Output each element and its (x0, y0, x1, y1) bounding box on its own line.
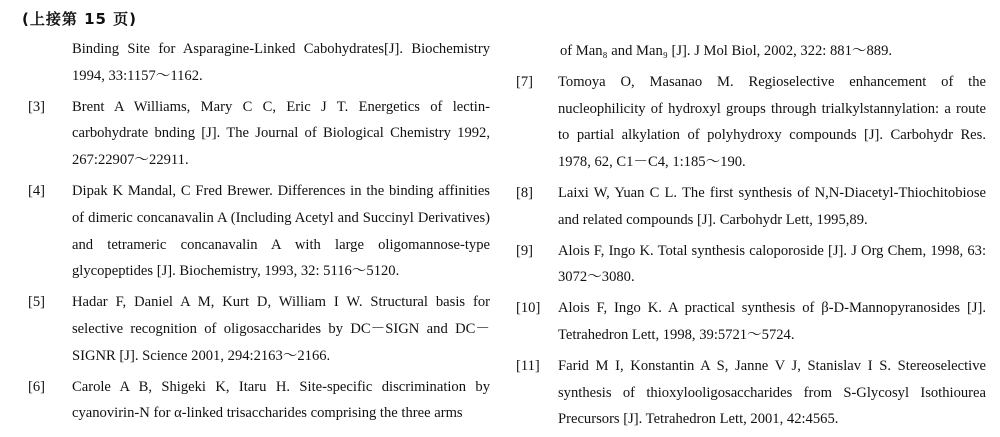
reference-number: [4] (28, 182, 46, 199)
reference-number: [8] (516, 184, 534, 201)
reference-text: Alois F, Ingo K. A practical synthesis of β-D-Mannopyranosides [J]. Tetrahedron Lett, 1998, 39:5721～5724. (558, 300, 986, 343)
reference-text: Laixi W, Yuan C L. The first synthesis of N,N-Diacetyl-Thiochitobiose and related compounds [J]. Carbohydr Lett, 1995,89. (558, 184, 986, 228)
reference-text: Hadar F, Daniel A M, Kurt D, William I W. Structural basis for selective recognition of oligosaccharides by DC－SIGN and DC－SIGNR [J]. Science 2001, 294:2163～2166. (72, 294, 490, 364)
right-column (516, 38, 986, 437)
reference-item (516, 38, 986, 65)
reference-item (28, 94, 490, 174)
reference-number: [7] (516, 73, 534, 90)
reference-item (516, 353, 986, 433)
continuation-header: (上接第 15 页) (22, 10, 138, 28)
reference-text: Brent A Williams, Mary C C, Eric J T. Energetics of lectin-carbohydrate bnding [J]. The Journal of Biological Chemistry 1992, 267:22907～22911. (72, 98, 490, 169)
reference-number: [6] (28, 378, 46, 395)
reference-item (516, 180, 986, 234)
reference-item (28, 374, 490, 428)
reference-item (28, 178, 490, 285)
reference-number: [9] (516, 242, 534, 259)
reference-item (516, 238, 986, 292)
reference-item (28, 36, 490, 90)
reference-text: Carole A B, Shigeki K, Itaru H. Site-specific discrimination by cyanovirin-N for α-linked trisaccharides comprising the three arms (72, 378, 490, 422)
reference-number: [5] (28, 294, 46, 311)
reference-number: [3] (28, 98, 46, 115)
reference-item (28, 289, 490, 369)
reference-number: [10] (516, 300, 541, 317)
reference-item (516, 69, 986, 176)
reference-text: Dipak K Mandal, C Fred Brewer. Differences in the binding affinities of dimeric concanavalin A (Including Acetyl and Succinyl Derivatives) and tetrameric concanavalin A with large oligomannose-type glycopeptides [J]. Biochemistry, 1993, 32: 5116～5120. (72, 182, 490, 280)
reference-text: Tomoya O, Masanao M. Regioselective enhancement of the nucleophilicity of hydroxyl groups through trialkylstannylation: a route to partial alkylation of polyhydroxy compounds [J]. Carbohydr Res. 1978, 62, C1－C4, 1:185～190. (558, 73, 986, 171)
reference-text: Farid M I, Konstantin A S, Janne V J, Stanislav I S. Stereoselective synthesis of thioxylooligosaccharides from S-Glycosyl Isothiourea Precursors [J]. Tetrahedron Lett, 2001, 42:4565. (558, 357, 986, 428)
reference-item (516, 295, 986, 349)
left-column (28, 36, 490, 431)
reference-text: Alois F, Ingo K. Total synthesis caloporoside [J]. J Org Chem, 1998, 63: 3072～3080. (558, 242, 986, 286)
reference-number: [11] (516, 357, 540, 374)
reference-text: of Man₈ and Man₉ [J]. J Mol Biol, 2002, 322: 881～889. (560, 43, 893, 59)
reference-text: Binding Site for Asparagine-Linked Cabohydrates[J]. Biochemistry 1994, 33:1157～1162. (72, 41, 490, 84)
